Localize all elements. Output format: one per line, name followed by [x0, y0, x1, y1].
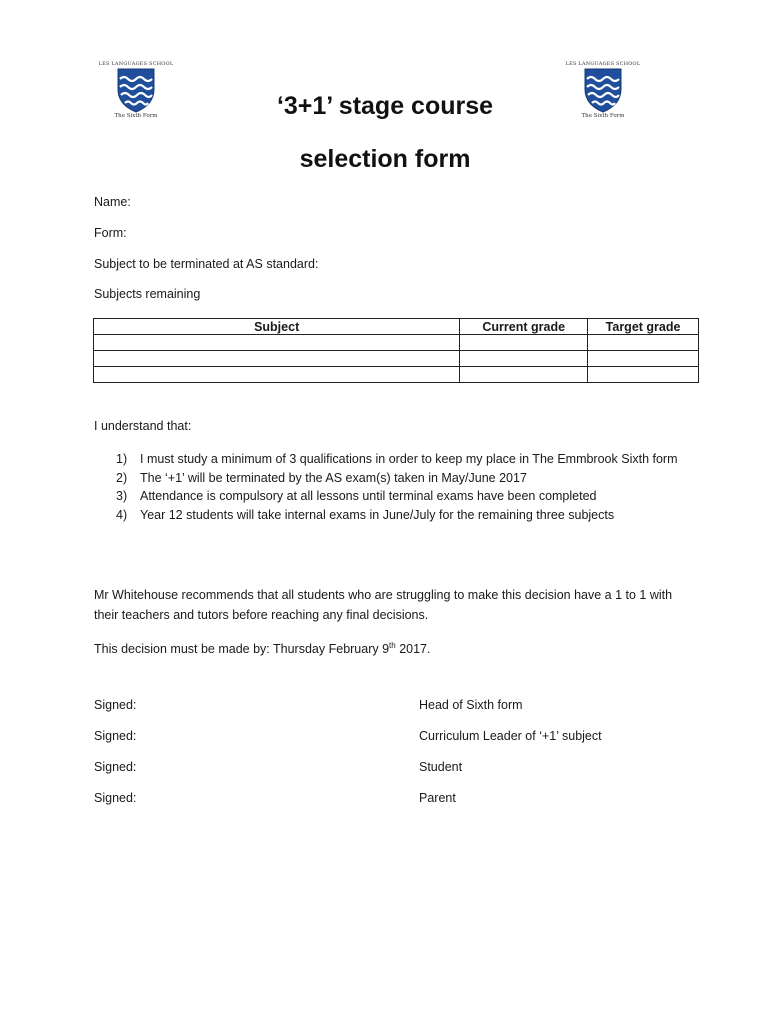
school-crest-logo-right [564, 57, 642, 139]
table-row [94, 351, 699, 367]
crest-top-text: LES LANGUAGES SCHOOL [565, 61, 641, 67]
subject-cell[interactable] [94, 335, 460, 351]
list-item-text: Attendance is compulsory at all lessons until terminal exams have been completed [140, 489, 597, 503]
table-row [94, 367, 699, 383]
list-item-number: 4) [116, 507, 128, 522]
signature-role-curriculum-leader: Curriculum Leader of ‘+1’ subject [419, 729, 602, 743]
current-grade-column-header: Current grade [460, 319, 588, 335]
deadline-paragraph [94, 636, 694, 659]
signature-role-head-of-sixth-form: Head of Sixth form [419, 698, 523, 712]
list-item [112, 469, 692, 488]
crest-bottom-text: The Sixth Form [581, 113, 625, 119]
signature-role-parent: Parent [419, 791, 456, 805]
current-grade-cell[interactable] [460, 367, 588, 383]
table-row [94, 335, 699, 351]
list-item-number: 2) [116, 470, 128, 485]
page-title-line2: selection form [299, 145, 471, 173]
school-crest-logo-left [97, 57, 175, 139]
list-item [112, 450, 692, 469]
list-item-number: 3) [116, 489, 128, 503]
signature-role-student: Student [419, 760, 463, 774]
target-grade-cell[interactable] [588, 351, 699, 367]
deadline-year: 2017. [395, 642, 431, 657]
signature-line-label: Signed: [94, 729, 137, 743]
target-grade-cell[interactable] [588, 367, 699, 383]
signature-line-label: Signed: [94, 698, 137, 712]
current-grade-cell[interactable] [460, 335, 588, 351]
form-field-label: Form: [94, 226, 127, 240]
list-item [112, 506, 692, 525]
list-item-text: The ‘+1’ will be terminated by the AS exam(s) taken in May/June 2017 [140, 470, 527, 485]
target-grade-column-header: Target grade [588, 319, 699, 335]
page-title-line1: ‘3+1’ stage course [276, 92, 494, 120]
shield-icon [116, 67, 156, 113]
subject-column-header: Subject [94, 319, 460, 335]
crest-bottom-text: The Sixth Form [114, 113, 158, 119]
table-header-row [94, 319, 699, 335]
recommendation-paragraph: Mr Whitehouse recommends that all students who are struggling to make this decision have a 1 to 1 with their teachers and tutors before reaching any final decisions. [94, 588, 673, 622]
list-item [112, 487, 692, 506]
name-field-label: Name: [94, 195, 131, 209]
subjects-table [93, 318, 699, 383]
list-item-text: Year 12 students will take internal exams in June/July for the remaining three subjects [140, 507, 615, 522]
terminated-subject-label: Subject to be terminated at AS standard: [94, 257, 319, 271]
subject-cell[interactable] [94, 351, 460, 367]
list-item-text: I must study a minimum of 3 qualifications in order to keep my place in The Emmbrook Sixth form [140, 452, 678, 466]
terms-list [112, 450, 692, 524]
shield-icon [583, 67, 623, 113]
deadline-ordinal: th [389, 641, 396, 650]
crest-top-text: LES LANGUAGES SCHOOL [98, 61, 174, 67]
understand-heading: I understand that: [94, 419, 192, 433]
target-grade-cell[interactable] [588, 335, 699, 351]
signature-line-label: Signed: [94, 791, 137, 805]
subject-cell[interactable] [94, 367, 460, 383]
subjects-remaining-label: Subjects remaining [94, 287, 201, 301]
current-grade-cell[interactable] [460, 351, 588, 367]
list-item-number: 1) [116, 452, 128, 466]
signature-line-label: Signed: [94, 760, 137, 774]
deadline-text: This decision must be made by: Thursday February 9 [94, 642, 390, 657]
